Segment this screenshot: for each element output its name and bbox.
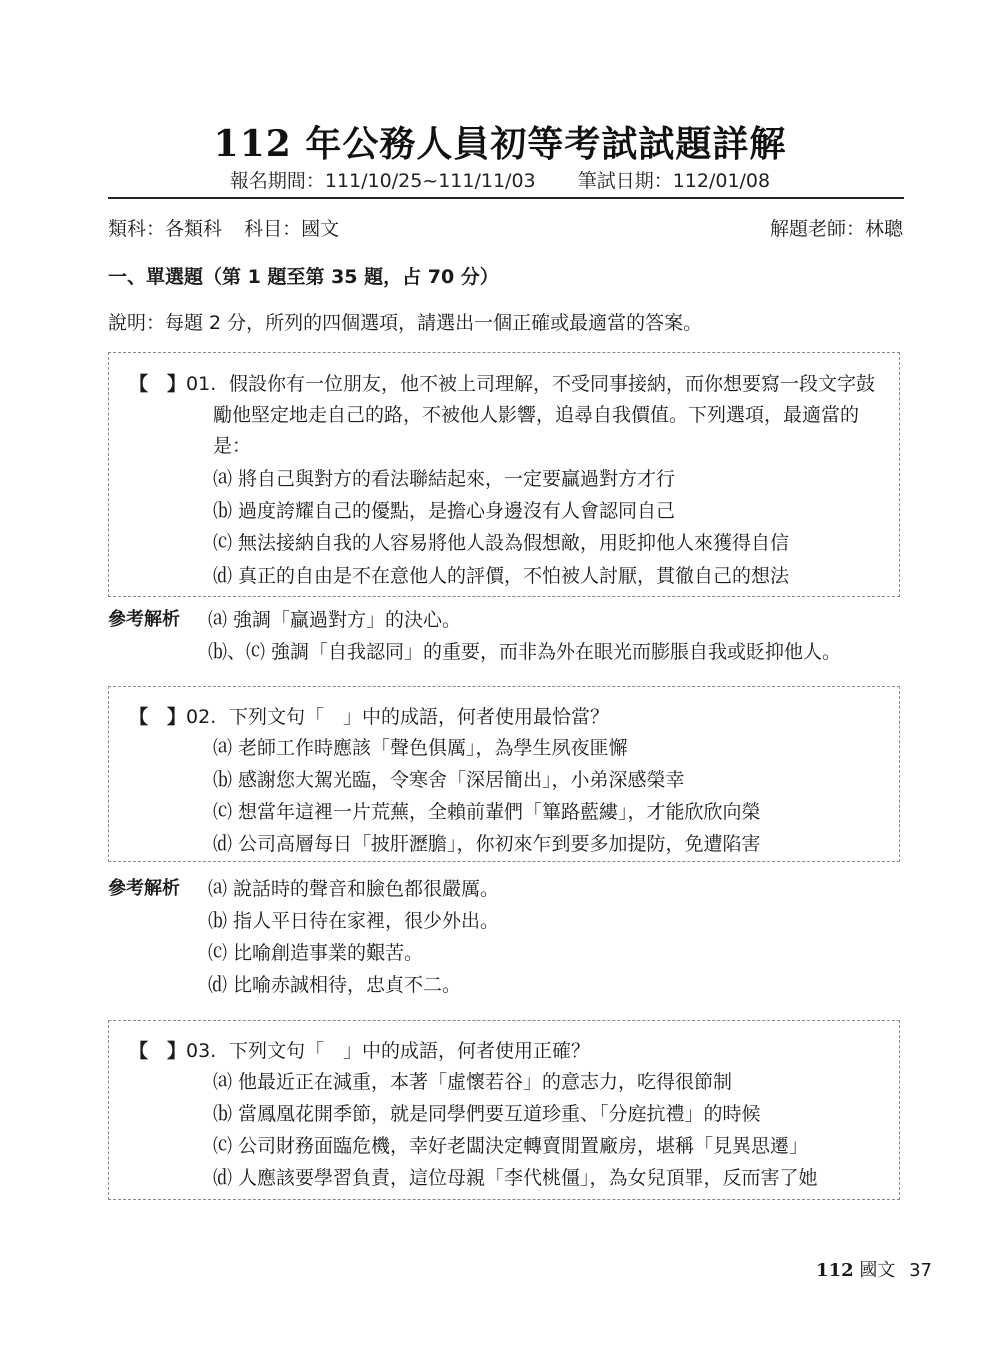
option-a: ⒜ 老師工作時應該「聲色俱厲」，為學生夙夜匪懈 (213, 737, 628, 759)
exam-meta (108, 214, 355, 241)
question-stem-line: 下列文句「 」中的成語，何者使用最恰當？ (229, 706, 610, 728)
question-box-02 (108, 686, 900, 862)
question-box-01 (108, 352, 900, 597)
question-number: 01. (186, 373, 217, 395)
page-footer (816, 1256, 932, 1282)
question-stem-line: 是： (213, 435, 252, 457)
question-stem-line: 勵他堅定地走自己的路，不被他人影響，追尋自我價值。下列選項，最適當的 (213, 404, 860, 426)
option-d: ⒟ 人應該要學習負責，這位母親「李代桃僵」，為女兒頂罪，反而害了她 (213, 1167, 818, 1189)
question-box-03 (108, 1020, 900, 1200)
teacher: 解題老師：林聰 (769, 218, 903, 240)
reference-label: 參考解析 (108, 878, 180, 899)
section-note: 說明：每題 2 分，所列的四個選項，請選出一個正確或最適當的答案。 (108, 312, 703, 334)
option-b: ⒝ 過度誇耀自己的優點，是擔心身邊沒有人會認同自己 (213, 500, 676, 522)
subject: 科目：國文 (244, 218, 340, 240)
reference-line: ⒜ 說話時的聲音和臉色都很嚴厲。 (208, 878, 500, 900)
exam-dates (0, 166, 1000, 193)
answer-bracket: 【 】01. (129, 373, 217, 395)
footer-subject: 國文 (859, 1260, 896, 1281)
option-b: ⒝ 當鳳凰花開季節，就是同學們要互道珍重、「分庭抗禮」的時候 (213, 1103, 761, 1125)
answer-bracket: 【 】02. (129, 706, 217, 728)
reference-line: ⒞ 比喻創造事業的艱苦。 (208, 942, 424, 964)
page-number: 37 (909, 1260, 932, 1281)
answer-bracket: 【 】03. (129, 1040, 217, 1062)
reference-line: ⒜ 強調「贏過對方」的決心。 (208, 609, 462, 631)
option-a: ⒜ 他最近正在減重，本著「虛懷若谷」的意志力，吃得很節制 (213, 1071, 733, 1093)
option-c: ⒞ 想當年這裡一片荒蕪，全賴前輩們「篳路藍縷」，才能欣欣向榮 (213, 801, 761, 823)
question-stem-line: 假設你有一位朋友，他不被上司理解，不受同事接納，而你想要寫一段文字鼓 (229, 373, 876, 395)
header-rule (108, 197, 904, 199)
registration-period: 報名期間：111/10/25~111/11/03 (229, 170, 536, 192)
reference-line: ⒝ 指人平日待在家裡，很少外出。 (208, 910, 500, 932)
category: 類科：各類科 (108, 218, 223, 240)
footer-year: 112 (816, 1260, 854, 1281)
reference-label: 參考解析 (108, 609, 180, 630)
question-stem-line: 下列文句「 」中的成語，何者使用正確？ (229, 1040, 591, 1062)
section-heading: 一、單選題（第 1 題至第 35 題，占 70 分） (108, 266, 499, 288)
exam-date: 筆試日期：112/01/08 (577, 170, 771, 192)
reference-line: ⒟ 比喻赤誠相待，忠貞不二。 (208, 974, 462, 996)
reference-line: ⒝、⒞ 強調「自我認同」的重要，而非為外在眼光而膨脹自我或貶抑他人。 (208, 641, 842, 663)
page-title: 112 年公務人員初等考試試題詳解 (213, 123, 787, 165)
option-a: ⒜ 將自己與對方的看法聯結起來，一定要贏過對方才行 (213, 468, 676, 490)
question-number: 02. (186, 706, 217, 728)
question-number: 03. (186, 1040, 217, 1062)
option-b: ⒝ 感謝您大駕光臨，令寒舍「深居簡出」，小弟深感榮幸 (213, 769, 685, 791)
option-d: ⒟ 公司高層每日「披肝瀝膽」，你初來乍到要多加提防，免遭陷害 (213, 833, 761, 855)
option-c: ⒞ 公司財務面臨危機，幸好老闆決定轉賣閒置廠房，堪稱「見異思遷」 (213, 1135, 809, 1157)
option-d: ⒟ 真正的自由是不在意他人的評價，不怕被人討厭，貫徹自己的想法 (213, 565, 790, 587)
option-c: ⒞ 無法接納自我的人容易將他人設為假想敵，用貶抑他人來獲得自信 (213, 532, 790, 554)
